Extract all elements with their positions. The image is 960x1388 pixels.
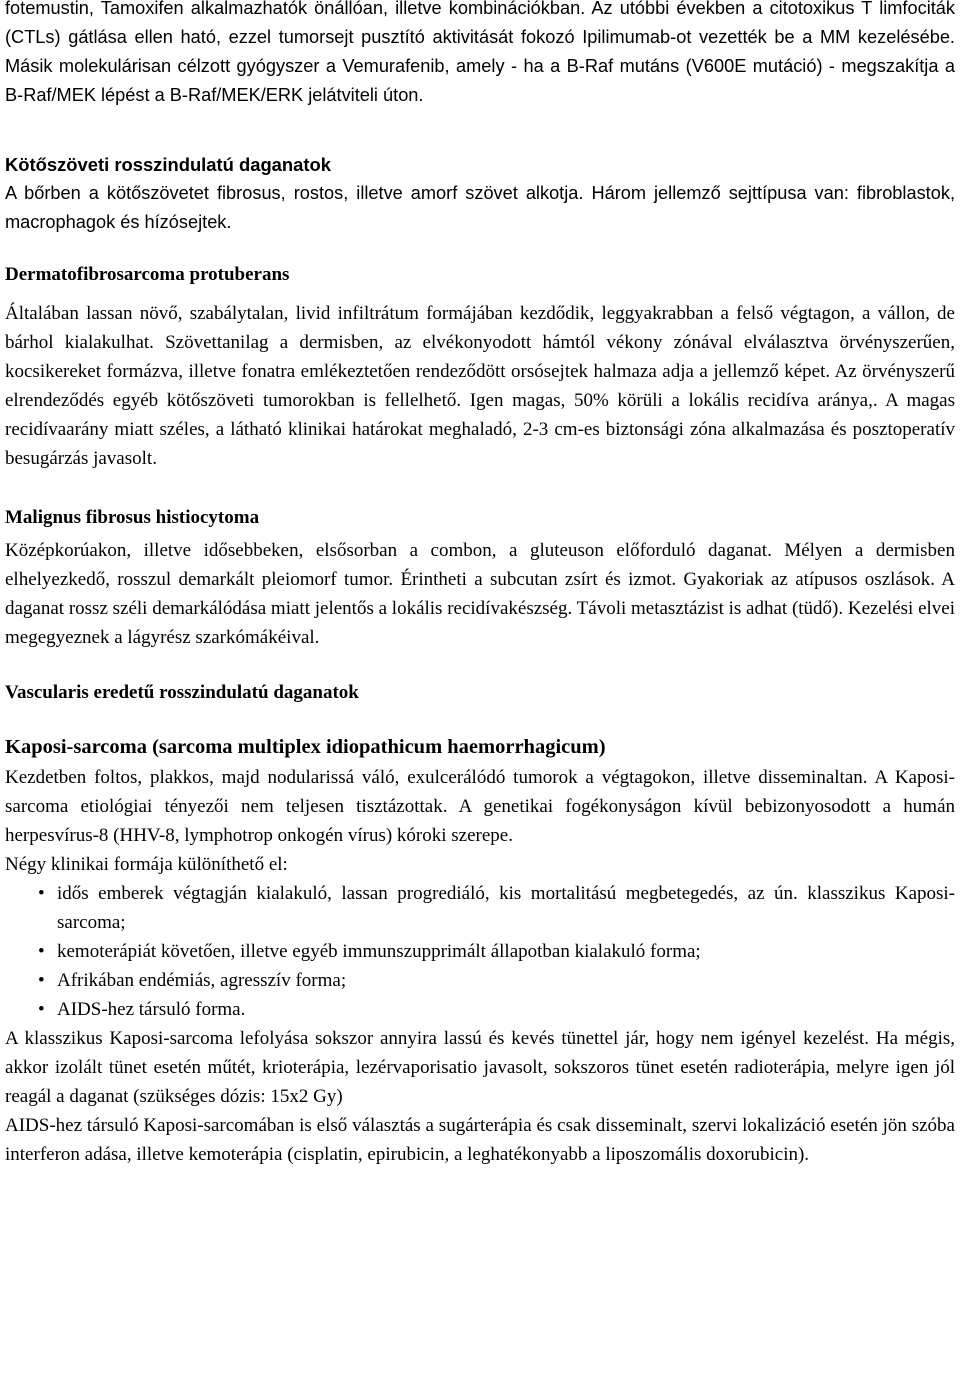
heading-kaposi: Kaposi-sarcoma (sarcoma multiplex idiopathicum haemorrhagicum): [5, 736, 606, 758]
kaposi-forms-intro: Négy klinikai formája különíthető el:: [5, 854, 288, 875]
document-page: [5, 0, 955, 1169]
heading-mfh: Malignus fibrosus histiocytoma: [5, 507, 260, 528]
kaposi-forms-list: [5, 879, 955, 1024]
spacer: [5, 473, 955, 503]
dfsp-paragraph: Általában lassan növő, szabálytalan, livid infiltrátum formájában kezdődik, leggyakrabban a felső végtagon, a vállon, de bárhol kialakulhat. Szövettanilag a dermisben, az elvékonyodott hámtól vékony zónával elválasztva örvényszerűen, kocsikereket formázva, illetve fonatra emlékeztetően rendeződött orsósejtek halmaza adja a jellemző képet. Az örvényszerű elrendeződés egyéb kötőszöveti tumorokban is fellelhető. Igen magas, 50% körüli a lokális recidíva aránya,. A magas recidívaarány miatt széles, a látható klinikai határokat meghaladó, 2-3 cm-es biztonsági zóna alkalmazása és posztoperatív besugárzás javasolt.: [5, 303, 955, 469]
heading-dfsp: Dermatofibrosarcoma protuberans: [5, 264, 290, 285]
list-item: • AIDS-hez társuló forma.: [38, 995, 955, 1024]
spacer: [5, 652, 955, 678]
heading-vascular: Vascularis eredetű rosszindulatú daganatok: [5, 682, 359, 703]
heading-connective-tissue-tumors: Kötőszöveti rosszindulatú daganatok: [5, 154, 331, 175]
spacer: [5, 110, 955, 150]
connective-tissue-paragraph: A bőrben a kötőszövetet fibrosus, rostos, illetve amorf szövet alkotja. Három jellemző sejttípusa van: fibroblastok, macrophagok és hízósejtek.: [5, 183, 955, 232]
spacer: [5, 237, 955, 260]
mfh-paragraph: Középkorúakon, illetve idősebbeken, elsősorban a combon, a gluteuson előforduló daganat. Mélyen a dermisben elhelyezkedő, rosszul demarkált pleiomorf tumor. Érintheti a subcutan zsírt és izmot. Gyakoriak az atípusos oszlások. A daganat rossz széli demarkálódása miatt jelentős a lokális recidívakészség. Távoli metasztázist is adhat (tüdő). Kezelési elvei megegyeznek a lágyrész szarkómákéival.: [5, 540, 955, 648]
list-item: • idős emberek végtagján kialakuló, lassan progrediáló, kis mortalitású megbetegedés, az ún. klasszikus Kaposi-sarcoma;: [38, 879, 955, 937]
list-item: • Afrikában endémiás, agresszív forma;: [38, 966, 955, 995]
kaposi-intro-paragraph: Kezdetben foltos, plakkos, majd nodularissá váló, exulcerálódó tumorok a végtagokon, illetve disseminaltan. A Kaposi-sarcoma etiológiai tényezői nem teljesen tisztázottak. A genetikai fogékonyságon kívül bebizonyosodott a humán herpesvírus-8 (HHV-8, lymphotrop onkogén vírus) kóroki szerepe.: [5, 767, 955, 846]
intro-paragraph: fotemustin, Tamoxifen alkalmazhatók önállóan, illetve kombinációkban. Az utóbbi években a citotoxikus T limfociták (CTLs) gátlása ellen ható, ezzel tumorsejt pusztító aktivitását fokozó Ipilimumab-ot vezették be a MM kezelésébe. Másik molekulárisan célzott gyógyszer a Vemurafenib, amely - ha a B-Raf mutáns (V600E mutáció) - megszakítja a B-Raf/MEK lépést a B-Raf/MEK/ERK jelátviteli úton.: [5, 0, 955, 105]
kaposi-aids-treatment-paragraph: AIDS-hez társuló Kaposi-sarcomában is első választás a sugárterápia és csak disseminalt, szervi lokalizáció esetén jön szóba interferon adása, illetve kemoterápia (cisplatin, epirubicin, a leghatékonyabb a liposzomális doxorubicin).: [5, 1115, 955, 1165]
list-item: • kemoterápiát követően, illetve egyéb immunszupprimált állapotban kialakuló forma;: [38, 937, 955, 966]
kaposi-classic-course-paragraph: A klasszikus Kaposi-sarcoma lefolyása sokszor annyira lassú és kevés tünettel jár, hogy nem igényel kezelést. Ha mégis, akkor izolált tünet esetén műtét, krioterápia, lezérvaporisatio javasolt, sokszoros tünet esetén radioterápia, melyre igen jól reagál a daganat (szükséges dózis: 15x2 Gy): [5, 1028, 955, 1107]
